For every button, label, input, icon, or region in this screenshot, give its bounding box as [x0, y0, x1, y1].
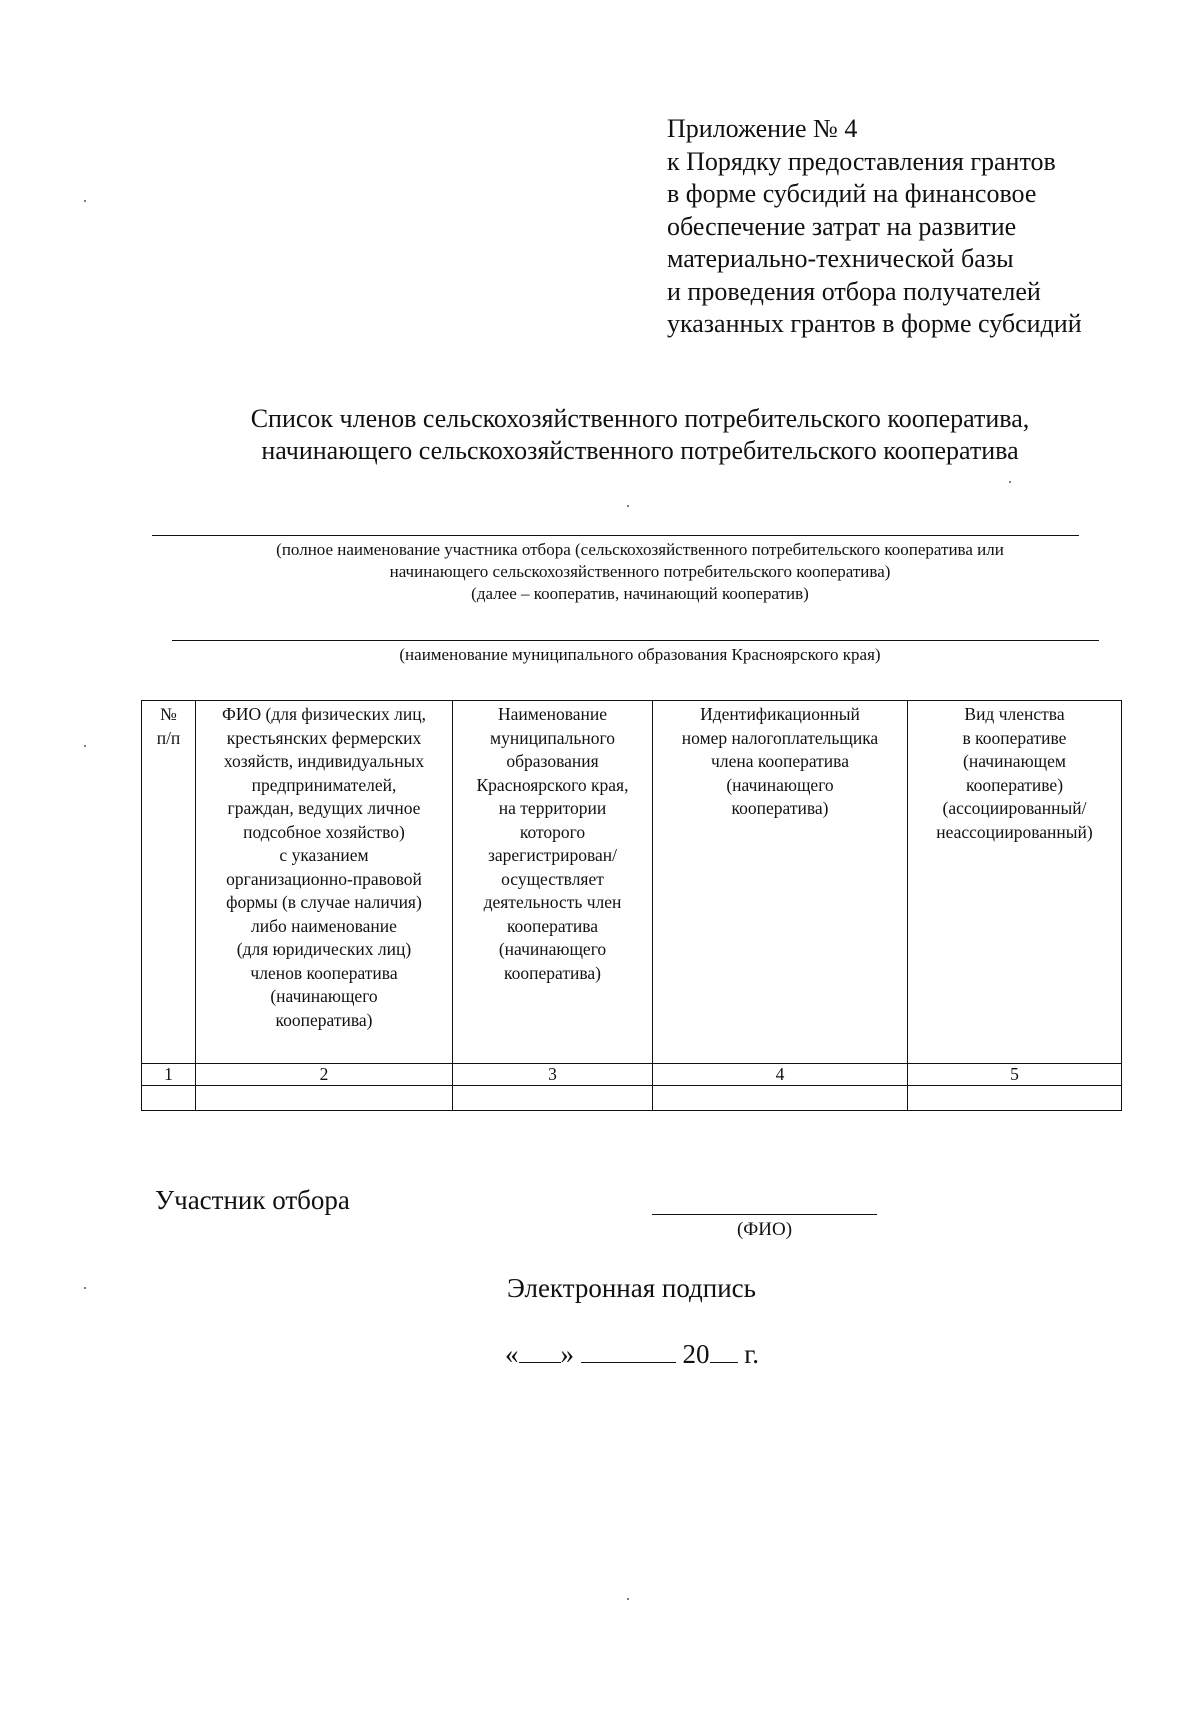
- appendix-line: Приложение № 4: [667, 114, 858, 143]
- date-close-quote: »: [560, 1339, 574, 1369]
- appendix-block: [667, 113, 1082, 341]
- municipality-caption: (наименование муниципального образования Красноярского края): [399, 645, 881, 664]
- fio-caption: (ФИО): [736, 1219, 793, 1240]
- appendix-line: указанных грантов в форме субсидий: [667, 309, 1082, 338]
- header-municipality: Наименование муниципального образования Красноярского края, на территории которого зарегистрирован/ осуществляет деятельность член кооператива (начинающего кооператива): [453, 701, 653, 1064]
- scan-speck: [627, 505, 629, 507]
- appendix-line: материально-технической базы: [667, 244, 1014, 273]
- table-cell[interactable]: [453, 1086, 653, 1111]
- appendix-line: к Порядку предоставления грантов: [667, 146, 1056, 176]
- table-cell[interactable]: [908, 1086, 1122, 1111]
- participant-name-line[interactable]: [152, 535, 1079, 536]
- municipality-name-line[interactable]: [172, 640, 1099, 641]
- scan-speck: [1009, 481, 1011, 483]
- appendix-line: обеспечение затрат на развитие: [667, 211, 1017, 241]
- scan-speck: [84, 1287, 86, 1289]
- table-cell[interactable]: [142, 1086, 196, 1111]
- header-inn: Идентификационный номер налогоплательщика члена кооператива (начинающего кооператива): [653, 701, 908, 1064]
- date-year-prefix: 20: [682, 1339, 710, 1369]
- column-number: 2: [196, 1064, 453, 1086]
- members-table: [141, 700, 1122, 1111]
- date-open-quote: «: [505, 1339, 519, 1369]
- table-header-row: [142, 701, 1122, 1064]
- column-number: 5: [908, 1064, 1122, 1086]
- scan-speck: [84, 200, 86, 202]
- electronic-signature-label: Электронная подпись: [507, 1273, 756, 1303]
- fio-signature-line[interactable]: [652, 1214, 877, 1215]
- date-day-blank[interactable]: [519, 1336, 561, 1363]
- date-month-blank[interactable]: [581, 1336, 676, 1363]
- scan-speck: [627, 1598, 629, 1600]
- date-suffix: г.: [744, 1339, 760, 1369]
- table-row[interactable]: [142, 1086, 1122, 1111]
- table-cell[interactable]: [653, 1086, 908, 1111]
- participant-label: Участник отбора: [155, 1185, 350, 1215]
- column-number: 3: [453, 1064, 653, 1086]
- scan-speck: [84, 745, 86, 747]
- table-cell[interactable]: [196, 1086, 453, 1111]
- participant-name-caption: (полное наименование участника отбора (сельскохозяйственного потребительского кооператива или начинающего сельскохозяйственного потребительского кооператива) (далее – кооператив, начинающий кооператив): [276, 540, 1004, 603]
- column-number: 1: [142, 1064, 196, 1086]
- date-line: [505, 1336, 759, 1371]
- header-number: № п/п: [142, 701, 196, 1064]
- column-number: 4: [653, 1064, 908, 1086]
- header-fio: ФИО (для физических лиц, крестьянских фермерских хозяйств, индивидуальных предпринимателей, граждан, ведущих личное подсобное хозяйство) с указанием организационно-правовой формы (в случае наличия) либо наименование (для юридических лиц) членов кооператива (начинающего кооператива): [196, 701, 453, 1064]
- appendix-line: и проведения отбора получателей: [667, 276, 1041, 306]
- title-line-2: начинающего сельскохозяйственного потребительского кооператива: [261, 436, 1019, 465]
- appendix-line: в форме субсидий на финансовое: [667, 179, 1037, 208]
- date-year-blank[interactable]: [710, 1336, 738, 1363]
- header-membership-type: Вид членства в кооперативе (начинающем кооперативе) (ассоциированный/ неассоциированный): [908, 701, 1122, 1064]
- column-numbers-row: [142, 1064, 1122, 1086]
- document-title: [140, 403, 1140, 467]
- title-line-1: Список членов сельскохозяйственного потребительского кооператива,: [250, 404, 1030, 433]
